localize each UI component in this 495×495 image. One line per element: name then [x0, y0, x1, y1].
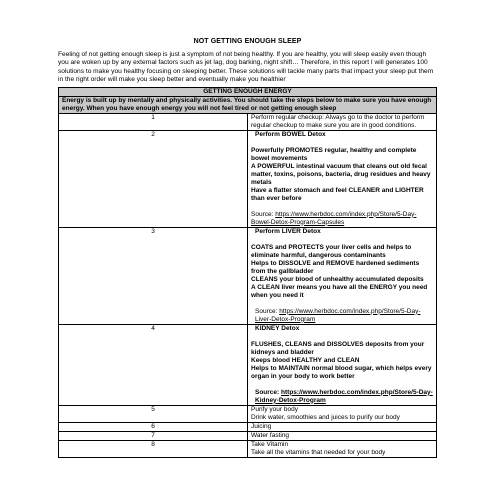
table-row — [59, 422, 437, 431]
row-title: Perform BOWEL Detox — [255, 130, 326, 138]
row-number: 8 — [59, 440, 248, 457]
row-title: KIDNEY Detox — [255, 324, 300, 332]
row-description: Drink water, smoothies and juices to purify our body — [251, 413, 400, 421]
row-number: 2 — [59, 130, 248, 227]
table-row — [59, 431, 437, 440]
source-line — [251, 389, 433, 405]
row-content — [248, 405, 437, 422]
benefit-line: Have a flatter stomach and feel CLEANER and LIGHTER than ever before — [251, 186, 424, 202]
row-title: Take Vitamin — [251, 440, 289, 448]
table-header-description-row — [59, 96, 437, 113]
table-header-row — [59, 87, 437, 96]
benefit-line: A CLEAN liver means you have all the ENERGY you need when you need it — [251, 283, 428, 299]
row-number: 7 — [59, 431, 248, 440]
row-title: Purify your body — [251, 405, 298, 413]
document-title: NOT GETTING ENOUGH SLEEP — [193, 38, 302, 45]
row-content — [248, 440, 437, 457]
source-label: Source: — [255, 307, 278, 315]
benefit-line: FLUSHES, CLEANS and DISSOLVES deposits from your kidneys and bladder — [251, 340, 425, 356]
row-title: Juicing — [248, 422, 437, 431]
table-header-description: Energy is built up by mentally and physically activities. You should take the steps below to make sure you have enough energy. When you have enough energy you will not feel tired or not getting enough sleep — [59, 96, 437, 113]
table-row — [59, 130, 437, 227]
row-number: 5 — [59, 405, 248, 422]
table-row — [59, 227, 437, 324]
row-number: 6 — [59, 422, 248, 431]
source-link[interactable]: https://www.herbdoc.com/index.php/Store/5-Day-Kidney-Detox-Program — [255, 388, 433, 404]
benefit-line: CLEANS your blood of unhealthy accumulated deposits — [251, 275, 424, 283]
source-link[interactable]: https://www.herbdoc.com/index.php/Store/5-Day-Liver-Detox-Program — [255, 307, 421, 323]
row-content — [248, 227, 437, 324]
benefit-line: Powerfully PROMOTES regular, healthy and complete bowel movements — [251, 146, 417, 162]
benefit-line: Keeps blood HEALTHY and CLEAN — [251, 356, 360, 364]
row-title: Water fasting — [248, 431, 437, 440]
table-header-title: GETTING ENOUGH ENERGY — [59, 87, 437, 96]
row-content — [248, 324, 437, 405]
row-text: Perform regular checkup: Always go to the doctor to perform regular checkup to make sure you are in good conditions. — [248, 113, 437, 130]
row-title: Perform LIVER Detox — [255, 227, 321, 235]
benefit-line: Helps to DISSOLVE and REMOVE hardened sediments from the gallbladder — [251, 259, 420, 275]
source-line — [251, 211, 433, 227]
table-row — [59, 113, 437, 130]
benefit-line: A POWERFUL intestinal vacuum that cleans out old fecal matter, toxins, poisons, bacteria, drug residues and heavy metals — [251, 162, 431, 186]
row-number: 3 — [59, 227, 248, 324]
source-link[interactable]: https://www.herbdoc.com/index.php/Store/5-Day-Bowel-Detox-Program-Capsules — [251, 210, 417, 226]
table-row — [59, 440, 437, 457]
source-line — [251, 308, 433, 324]
energy-table — [58, 87, 437, 458]
row-description: Take all the vitamins that needed for your body — [251, 448, 386, 456]
table-row — [59, 405, 437, 422]
row-content — [248, 130, 437, 227]
row-number: 4 — [59, 324, 248, 405]
benefit-line: Helps to MAINTAIN normal blood sugar, which helps every organ in your body to work better — [251, 364, 432, 380]
benefit-line: COATS and PROTECTS your liver cells and helps to eliminate harmful, dangerous contaminants — [251, 243, 412, 259]
source-label: Source: — [255, 388, 280, 396]
source-label: Source: — [251, 210, 274, 218]
intro-paragraph: Feeling of not getting enough sleep is just a symptom of not being healthy. If you are healthy, you will sleep easily even though you are woken up by any external factors such as jet lag, dog barking, night shift… Therefore, in this report I will generates 100 solutions to make you healthy focusing on sleeping better. These solutions will tackle many parts that impact your sleep put them in the right order will make you sleep better and eventually make you healthier — [58, 51, 434, 84]
table-row — [59, 324, 437, 405]
row-number: 1 — [59, 113, 248, 130]
